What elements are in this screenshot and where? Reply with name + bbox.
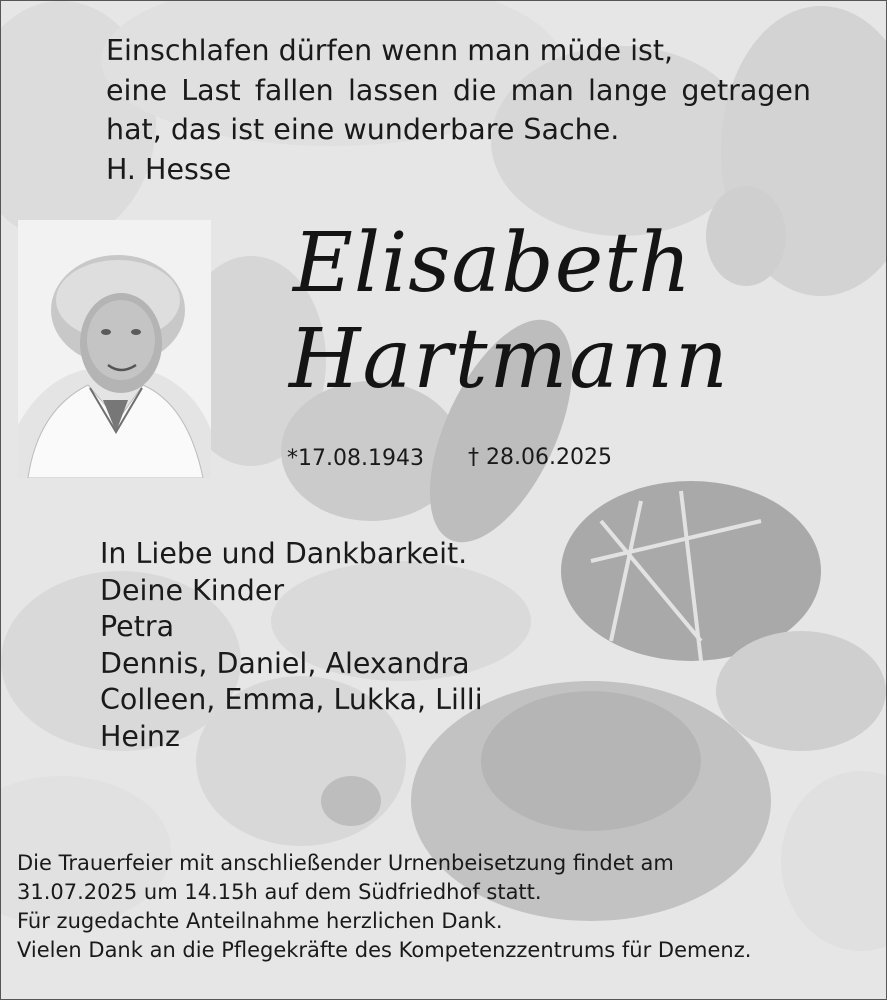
- signer-line: Dennis, Daniel, Alexandra: [100, 646, 470, 680]
- funeral-info: [17, 849, 751, 965]
- signer-line: In Liebe und Dankbarkeit.: [100, 537, 468, 570]
- birth-date: *17.08.1943: [287, 446, 424, 471]
- signer-line: Heinz: [100, 719, 180, 753]
- hesse-quote: [106, 31, 811, 189]
- signer-line: Colleen, Emma, Lukka, Lilli: [100, 683, 483, 716]
- funeral-line: 31.07.2025 um 14.15h auf dem Südfriedhof statt.: [17, 880, 542, 904]
- funeral-line: Vielen Dank an die Pflegekräfte des Kompetenzzentrums für Demenz.: [17, 938, 752, 962]
- quote-author: H. Hesse: [106, 152, 232, 186]
- quote-line: hat, das ist eine wunderbare Sache.: [106, 113, 620, 146]
- deceased-first-name: Elisabeth: [293, 216, 693, 311]
- signers-list: [100, 536, 483, 755]
- quote-line: Einschlafen dürfen wenn man müde ist,: [106, 34, 674, 67]
- signer-line: Petra: [100, 610, 175, 643]
- signer-line: Deine Kinder: [100, 573, 285, 607]
- funeral-line: Für zugedachte Anteilnahme herzlichen Dank.: [17, 909, 503, 933]
- funeral-line: Die Trauerfeier mit anschließender Urnenbeisetzung findet am: [17, 851, 674, 875]
- deceased-last-name: Hartmann: [289, 312, 730, 407]
- quote-line: eine Last fallen lassen die man lange getragen: [106, 73, 811, 107]
- portrait-photo: [18, 220, 211, 478]
- death-date: † 28.06.2025: [468, 445, 612, 470]
